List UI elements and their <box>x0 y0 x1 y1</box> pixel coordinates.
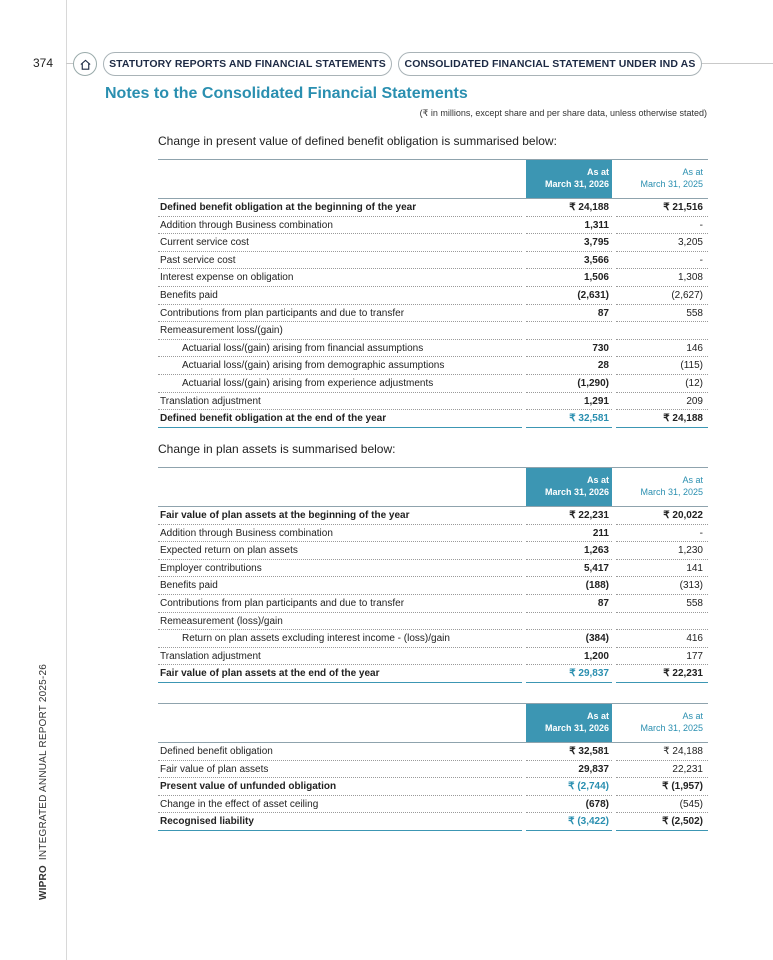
table-row <box>158 199 708 217</box>
value-2026: (384) <box>585 633 609 645</box>
table-row <box>158 778 708 796</box>
home-button[interactable] <box>73 52 97 76</box>
value-2026: 28 <box>597 360 609 372</box>
row-label: Actuarial loss/(gain) arising from experience adjustments <box>182 377 434 389</box>
value-2026: 87 <box>597 307 609 319</box>
table-row <box>158 269 708 287</box>
value-2025: 22,231 <box>672 763 703 775</box>
row-label: Interest expense on obligation <box>160 272 294 284</box>
table-row <box>158 217 708 235</box>
value-2026: (678) <box>585 798 609 810</box>
row-divider <box>526 830 612 831</box>
value-2025: - <box>699 254 703 266</box>
tab-consolidated-label: CONSOLIDATED FINANCIAL STATEMENT UNDER IND AS <box>404 58 696 70</box>
column-header-2025-line1: As at <box>682 475 703 485</box>
table-row <box>158 234 708 252</box>
value-2025: ₹ 24,188 <box>663 746 703 757</box>
table-row <box>158 340 708 358</box>
report-name: INTEGRATED ANNUAL REPORT 2025-26 <box>38 664 49 861</box>
row-label: Past service cost <box>160 254 236 266</box>
value-2026: (188) <box>585 580 609 592</box>
value-2026: ₹ 32,581 <box>569 413 609 425</box>
column-header-2025 <box>616 704 708 742</box>
tab-consolidated-financial-statement[interactable] <box>398 52 702 76</box>
value-2025: (545) <box>679 798 703 810</box>
value-2025: 1,230 <box>677 545 703 557</box>
value-2025: (115) <box>680 360 703 372</box>
row-label: Translation adjustment <box>160 395 261 407</box>
column-header-2026 <box>526 468 612 506</box>
value-2025: ₹ 24,188 <box>663 413 703 425</box>
row-label: Translation adjustment <box>160 650 261 662</box>
column-header-2026 <box>526 160 612 198</box>
row-divider <box>616 830 708 831</box>
page-title: Notes to the Consolidated Financial Statements <box>105 85 468 102</box>
row-divider <box>616 427 708 428</box>
table-row <box>158 287 708 305</box>
tab-statutory-reports-label: STATUTORY REPORTS AND FINANCIAL STATEMENTS <box>109 58 386 70</box>
value-2026: 1,263 <box>583 545 609 557</box>
column-header-2026-line2: March 31, 2026 <box>544 179 609 189</box>
value-2025: 141 <box>686 562 703 574</box>
row-divider <box>616 682 708 683</box>
column-header-2025-line2: March 31, 2025 <box>640 487 703 497</box>
column-header-2026-line2: March 31, 2026 <box>544 723 609 733</box>
value-2025: 3,205 <box>677 237 703 249</box>
value-2026: 87 <box>597 597 609 609</box>
row-label: Actuarial loss/(gain) arising from financial assumptions <box>182 342 424 354</box>
row-label: Return on plan assets excluding interest income - (loss)/gain <box>182 633 450 645</box>
column-header-2025-line1: As at <box>682 167 703 177</box>
value-2025: 416 <box>686 633 703 645</box>
value-2025: ₹ (1,957) <box>662 781 703 793</box>
value-2025: (313) <box>679 580 703 592</box>
column-header-2025-line2: March 31, 2025 <box>640 723 703 733</box>
page-number: 374 <box>33 56 54 70</box>
column-header-2025 <box>616 468 708 506</box>
value-2025: 209 <box>686 395 703 407</box>
table-row <box>158 761 708 779</box>
row-label: Actuarial loss/(gain) arising from demographic assumptions <box>182 360 445 372</box>
row-label: Expected return on plan assets <box>160 545 298 557</box>
table-row <box>158 665 708 683</box>
row-label: Change in the effect of asset ceiling <box>160 798 319 810</box>
row-label: Addition through Business combination <box>160 527 333 539</box>
value-2025: 177 <box>686 650 703 662</box>
row-divider <box>526 682 612 683</box>
table-row <box>158 613 708 631</box>
table-row <box>158 375 708 393</box>
table-row <box>158 813 708 831</box>
row-divider <box>158 682 522 683</box>
row-label: Addition through Business combination <box>160 219 333 231</box>
column-header-2026 <box>526 704 612 742</box>
value-2026: 5,417 <box>583 562 609 574</box>
value-2026: ₹ 32,581 <box>569 746 609 757</box>
row-label: Defined benefit obligation at the beginning of the year <box>160 202 417 213</box>
table-row <box>158 393 708 411</box>
table-plan-assets <box>158 467 708 683</box>
value-2026: ₹ 22,231 <box>569 510 609 521</box>
currency-note: (₹ in millions, except share and per share data, unless otherwise stated) <box>419 108 707 118</box>
table-row <box>158 507 708 525</box>
table-defined-benefit-obligation <box>158 159 708 428</box>
table-row <box>158 410 708 428</box>
header-divider-right <box>700 63 773 64</box>
page-margin-line <box>66 0 67 960</box>
value-2025: 146 <box>686 342 703 354</box>
value-2026: 3,566 <box>583 254 609 266</box>
home-icon <box>79 58 92 71</box>
table-row <box>158 630 708 648</box>
value-2026: 730 <box>592 342 609 354</box>
value-2025: - <box>699 219 703 231</box>
value-2025: - <box>699 527 703 539</box>
table-row <box>158 577 708 595</box>
value-2026: 1,506 <box>583 272 609 284</box>
column-header-2026-line1: As at <box>586 167 609 177</box>
table-header <box>158 703 708 743</box>
row-label: Contributions from plan participants and due to transfer <box>160 597 405 609</box>
value-2025: 1,308 <box>677 272 703 284</box>
row-label: Recognised liability <box>160 816 254 828</box>
value-2025: ₹ 21,516 <box>663 202 703 213</box>
row-label: Fair value of plan assets at the beginning of the year <box>160 510 410 521</box>
value-2026: 1,200 <box>583 650 609 662</box>
value-2026: ₹ 29,837 <box>569 668 609 680</box>
value-2025: (12) <box>685 377 703 389</box>
row-label: Benefits paid <box>160 580 218 592</box>
row-label: Fair value of plan assets <box>160 763 269 775</box>
value-2026: (1,290) <box>577 377 609 389</box>
column-header-2026-line1: As at <box>586 475 609 485</box>
row-label: Employer contributions <box>160 562 262 574</box>
value-2025: 558 <box>686 597 703 609</box>
value-2025: ₹ 20,022 <box>663 510 703 521</box>
table-row <box>158 743 708 761</box>
row-label: Defined benefit obligation <box>160 746 273 757</box>
row-divider <box>158 427 522 428</box>
table2-title: Change in plan assets is summarised below: <box>158 442 396 456</box>
table-row <box>158 542 708 560</box>
brand-name: WIPRO <box>38 865 49 900</box>
column-header-2026-line1: As at <box>586 711 609 721</box>
value-2026: ₹ 24,188 <box>569 202 609 213</box>
column-header-2025 <box>616 160 708 198</box>
value-2026: ₹ (3,422) <box>568 816 609 828</box>
value-2025: ₹ 22,231 <box>663 668 703 680</box>
row-label: Current service cost <box>160 237 249 249</box>
table-row <box>158 252 708 270</box>
row-label: Remeasurement loss/(gain) <box>160 325 283 337</box>
table-row <box>158 322 708 340</box>
row-label: Present value of unfunded obligation <box>160 781 337 793</box>
table-row <box>158 796 708 814</box>
value-2025: (2,627) <box>671 289 703 301</box>
value-2025: ₹ (2,502) <box>662 816 703 828</box>
row-divider <box>158 830 522 831</box>
tab-statutory-reports[interactable] <box>103 52 392 76</box>
value-2026: 29,837 <box>578 763 609 775</box>
table-row <box>158 560 708 578</box>
row-label: Remeasurement (loss)/gain <box>160 615 283 627</box>
column-header-2025-line2: March 31, 2025 <box>640 179 703 189</box>
column-header-2026-line2: March 31, 2026 <box>544 487 609 497</box>
value-2025: 558 <box>686 307 703 319</box>
table-row <box>158 648 708 666</box>
row-label: Contributions from plan participants and due to transfer <box>160 307 405 319</box>
table-row <box>158 525 708 543</box>
value-2026: 1,291 <box>583 395 609 407</box>
value-2026: 3,795 <box>583 237 609 249</box>
table-row <box>158 305 708 323</box>
value-2026: 1,311 <box>584 219 609 231</box>
report-side-label <box>38 664 49 900</box>
value-2026: ₹ (2,744) <box>568 781 609 793</box>
row-label: Defined benefit obligation at the end of the year <box>160 413 387 425</box>
table-row <box>158 595 708 613</box>
row-divider <box>526 427 612 428</box>
value-2026: (2,631) <box>577 289 609 301</box>
table-header <box>158 159 708 199</box>
column-header-2025-line1: As at <box>682 711 703 721</box>
table-recognised-liability <box>158 703 708 831</box>
table-row <box>158 357 708 375</box>
row-label: Benefits paid <box>160 289 218 301</box>
table1-title: Change in present value of defined benefit obligation is summarised below: <box>158 134 557 148</box>
row-label: Fair value of plan assets at the end of the year <box>160 668 380 680</box>
value-2026: 211 <box>592 527 609 539</box>
table-header <box>158 467 708 507</box>
